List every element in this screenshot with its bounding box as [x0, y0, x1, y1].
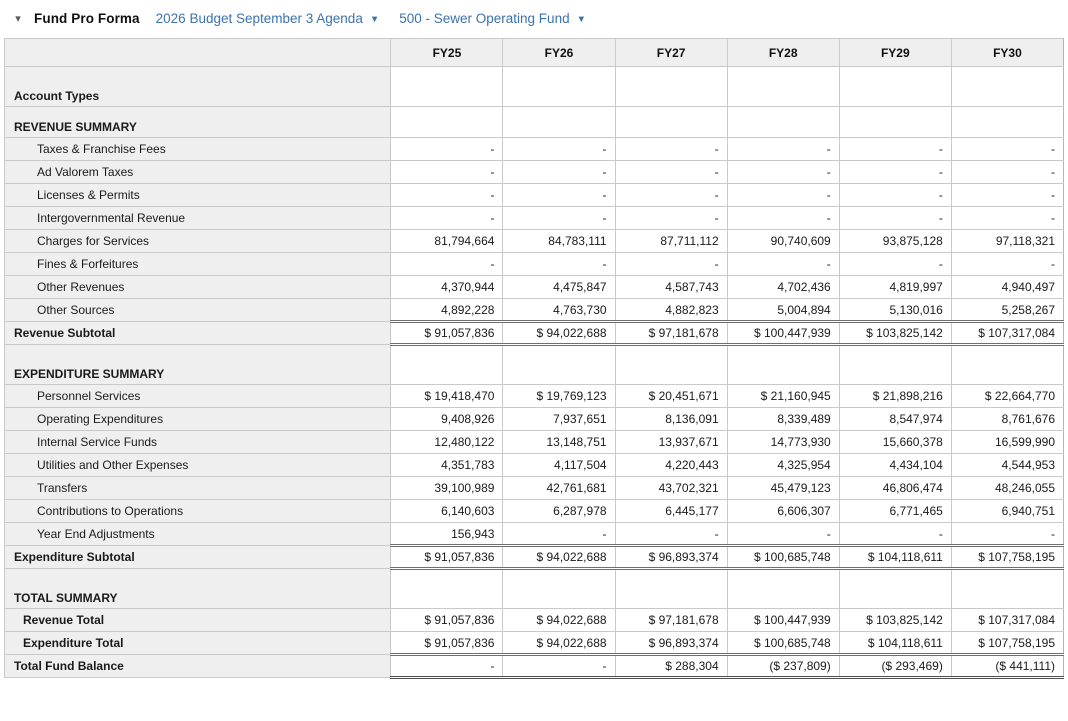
- cell-value: $ 21,898,216: [839, 385, 951, 408]
- cell-value: $ 94,022,688: [503, 609, 615, 632]
- table-row: [5, 477, 1064, 500]
- cell-value: -: [951, 207, 1063, 230]
- table-row: [5, 431, 1064, 454]
- budget-dropdown-label: 2026 Budget September 3 Agenda: [155, 11, 363, 26]
- cell-value: [391, 67, 503, 107]
- cell-value: 6,140,603: [391, 500, 503, 523]
- table-row: [5, 230, 1064, 253]
- cell-value: 4,325,954: [727, 454, 839, 477]
- row-label: Ad Valorem Taxes: [5, 161, 391, 184]
- cell-value: 16,599,990: [951, 431, 1063, 454]
- cell-value: -: [839, 184, 951, 207]
- cell-value: -: [727, 138, 839, 161]
- cell-value: 6,940,751: [951, 500, 1063, 523]
- cell-value: 43,702,321: [615, 477, 727, 500]
- cell-value: 4,434,104: [839, 454, 951, 477]
- cell-value: -: [503, 138, 615, 161]
- cell-value: $ 288,304: [615, 655, 727, 678]
- cell-value: $ 94,022,688: [503, 322, 615, 345]
- cell-value: $ 91,057,836: [391, 322, 503, 345]
- cell-value: [615, 345, 727, 385]
- cell-value: 4,892,228: [391, 299, 503, 322]
- cell-value: [503, 345, 615, 385]
- cell-value: $ 100,685,748: [727, 546, 839, 569]
- cell-value: -: [391, 253, 503, 276]
- budget-dropdown[interactable]: [156, 11, 380, 26]
- cell-value: -: [839, 523, 951, 546]
- cell-value: -: [391, 161, 503, 184]
- row-label: Intergovernmental Revenue: [5, 207, 391, 230]
- row-label: Expenditure Total: [5, 632, 391, 655]
- cell-value: -: [727, 207, 839, 230]
- row-label: Charges for Services: [5, 230, 391, 253]
- row-label: EXPENDITURE SUMMARY: [5, 345, 391, 385]
- row-label: Contributions to Operations: [5, 500, 391, 523]
- cell-value: 156,943: [391, 523, 503, 546]
- table-row: [5, 253, 1064, 276]
- cell-value: 9,408,926: [391, 408, 503, 431]
- cell-value: $ 107,758,195: [951, 546, 1063, 569]
- column-header: FY26: [503, 39, 615, 67]
- table-row: [5, 546, 1064, 569]
- cell-value: $ 107,317,084: [951, 609, 1063, 632]
- row-label: Year End Adjustments: [5, 523, 391, 546]
- cell-value: 4,220,443: [615, 454, 727, 477]
- cell-value: 4,882,823: [615, 299, 727, 322]
- caret-down-icon: ▼: [576, 14, 586, 25]
- cell-value: -: [391, 207, 503, 230]
- row-label: Operating Expenditures: [5, 408, 391, 431]
- row-label: Revenue Total: [5, 609, 391, 632]
- cell-value: -: [951, 138, 1063, 161]
- cell-value: 4,370,944: [391, 276, 503, 299]
- cell-value: 45,479,123: [727, 477, 839, 500]
- cell-value: 13,148,751: [503, 431, 615, 454]
- cell-value: 7,937,651: [503, 408, 615, 431]
- fund-pro-forma-toolbar: [0, 0, 1068, 35]
- cell-value: [951, 345, 1063, 385]
- cell-value: -: [951, 523, 1063, 546]
- cell-value: ($ 237,809): [727, 655, 839, 678]
- column-header: FY30: [951, 39, 1063, 67]
- cell-value: 4,544,953: [951, 454, 1063, 477]
- row-label: Revenue Subtotal: [5, 322, 391, 345]
- cell-value: -: [951, 184, 1063, 207]
- cell-value: -: [839, 207, 951, 230]
- cell-value: 8,136,091: [615, 408, 727, 431]
- cell-value: 6,445,177: [615, 500, 727, 523]
- row-label: TOTAL SUMMARY: [5, 569, 391, 609]
- cell-value: -: [391, 184, 503, 207]
- cell-value: ($ 293,469): [839, 655, 951, 678]
- cell-value: [727, 345, 839, 385]
- table-row: [5, 138, 1064, 161]
- cell-value: -: [951, 253, 1063, 276]
- cell-value: $ 22,664,770: [951, 385, 1063, 408]
- table-row: [5, 161, 1064, 184]
- cell-value: $ 19,418,470: [391, 385, 503, 408]
- cell-value: 4,351,783: [391, 454, 503, 477]
- cell-value: [727, 107, 839, 138]
- row-label: Fines & Forfeitures: [5, 253, 391, 276]
- cell-value: 4,940,497: [951, 276, 1063, 299]
- cell-value: $ 107,758,195: [951, 632, 1063, 655]
- row-label: Utilities and Other Expenses: [5, 454, 391, 477]
- cell-value: 5,258,267: [951, 299, 1063, 322]
- cell-value: $ 94,022,688: [503, 546, 615, 569]
- cell-value: [951, 67, 1063, 107]
- cell-value: -: [615, 138, 727, 161]
- cell-value: [503, 107, 615, 138]
- cell-value: [727, 67, 839, 107]
- cell-value: [951, 569, 1063, 609]
- cell-value: $ 91,057,836: [391, 609, 503, 632]
- cell-value: 4,117,504: [503, 454, 615, 477]
- cell-value: -: [503, 184, 615, 207]
- column-header: FY28: [727, 39, 839, 67]
- cell-value: $ 103,825,142: [839, 322, 951, 345]
- cell-value: -: [503, 161, 615, 184]
- cell-value: -: [839, 161, 951, 184]
- cell-value: 48,246,055: [951, 477, 1063, 500]
- cell-value: $ 94,022,688: [503, 632, 615, 655]
- fund-dropdown[interactable]: [399, 11, 586, 26]
- cell-value: 12,480,122: [391, 431, 503, 454]
- cell-value: -: [615, 523, 727, 546]
- row-label: Licenses & Permits: [5, 184, 391, 207]
- cell-value: [391, 107, 503, 138]
- table-row: [5, 454, 1064, 477]
- cell-value: [727, 569, 839, 609]
- cell-value: $ 96,893,374: [615, 546, 727, 569]
- cell-value: $ 100,447,939: [727, 609, 839, 632]
- cell-value: 5,004,894: [727, 299, 839, 322]
- cell-value: 4,819,997: [839, 276, 951, 299]
- table-row: [5, 67, 1064, 107]
- cell-value: 97,118,321: [951, 230, 1063, 253]
- table-row: [5, 655, 1064, 678]
- table-row: [5, 299, 1064, 322]
- pro-forma-table-body: [5, 67, 1064, 678]
- cell-value: -: [615, 184, 727, 207]
- table-row: [5, 385, 1064, 408]
- cell-value: [503, 569, 615, 609]
- page-title: Fund Pro Forma: [34, 11, 140, 26]
- cell-value: -: [727, 253, 839, 276]
- cell-value: [839, 569, 951, 609]
- cell-value: 87,711,112: [615, 230, 727, 253]
- cell-value: $ 107,317,084: [951, 322, 1063, 345]
- cell-value: -: [391, 138, 503, 161]
- cell-value: 6,606,307: [727, 500, 839, 523]
- cell-value: [615, 569, 727, 609]
- table-row: [5, 523, 1064, 546]
- row-label: Internal Service Funds: [5, 431, 391, 454]
- row-label: Taxes & Franchise Fees: [5, 138, 391, 161]
- cell-value: 4,763,730: [503, 299, 615, 322]
- cell-value: 42,761,681: [503, 477, 615, 500]
- table-row: [5, 107, 1064, 138]
- cell-value: -: [839, 253, 951, 276]
- cell-value: -: [615, 207, 727, 230]
- cell-value: 90,740,609: [727, 230, 839, 253]
- cell-value: 5,130,016: [839, 299, 951, 322]
- column-header: FY29: [839, 39, 951, 67]
- cell-value: 4,587,743: [615, 276, 727, 299]
- cell-value: -: [951, 161, 1063, 184]
- cell-value: 39,100,989: [391, 477, 503, 500]
- cell-value: -: [839, 138, 951, 161]
- column-header: FY27: [615, 39, 727, 67]
- cell-value: $ 97,181,678: [615, 609, 727, 632]
- cell-value: 84,783,111: [503, 230, 615, 253]
- cell-value: $ 104,118,611: [839, 632, 951, 655]
- cell-value: 4,475,847: [503, 276, 615, 299]
- cell-value: ($ 441,111): [951, 655, 1063, 678]
- cell-value: 6,771,465: [839, 500, 951, 523]
- cell-value: $ 100,685,748: [727, 632, 839, 655]
- column-header: FY25: [391, 39, 503, 67]
- cell-value: [839, 345, 951, 385]
- cell-value: -: [391, 655, 503, 678]
- cell-value: [391, 569, 503, 609]
- table-row: [5, 408, 1064, 431]
- cell-value: -: [727, 161, 839, 184]
- cell-value: [503, 67, 615, 107]
- cell-value: [839, 67, 951, 107]
- cell-value: -: [615, 253, 727, 276]
- table-row: [5, 207, 1064, 230]
- cell-value: [951, 107, 1063, 138]
- row-label: Total Fund Balance: [5, 655, 391, 678]
- cell-value: -: [503, 207, 615, 230]
- cell-value: 46,806,474: [839, 477, 951, 500]
- cell-value: 6,287,978: [503, 500, 615, 523]
- table-row: [5, 632, 1064, 655]
- cell-value: [839, 107, 951, 138]
- cell-value: $ 21,160,945: [727, 385, 839, 408]
- table-row: [5, 345, 1064, 385]
- column-header-row: [5, 39, 1064, 67]
- cell-value: [615, 67, 727, 107]
- cell-value: -: [503, 523, 615, 546]
- cell-value: 93,875,128: [839, 230, 951, 253]
- table-row: [5, 609, 1064, 632]
- table-row: [5, 276, 1064, 299]
- row-label: Transfers: [5, 477, 391, 500]
- table-row: [5, 569, 1064, 609]
- cell-value: 8,761,676: [951, 408, 1063, 431]
- row-label: Account Types: [5, 67, 391, 107]
- cell-value: 4,702,436: [727, 276, 839, 299]
- cell-value: 8,339,489: [727, 408, 839, 431]
- cell-value: -: [503, 655, 615, 678]
- row-label: Other Revenues: [5, 276, 391, 299]
- cell-value: $ 19,769,123: [503, 385, 615, 408]
- cell-value: $ 100,447,939: [727, 322, 839, 345]
- row-label: Expenditure Subtotal: [5, 546, 391, 569]
- row-label: REVENUE SUMMARY: [5, 107, 391, 138]
- row-label: Personnel Services: [5, 385, 391, 408]
- table-row: [5, 184, 1064, 207]
- table-row: [5, 500, 1064, 523]
- table-row: [5, 322, 1064, 345]
- collapse-section-icon[interactable]: ▾: [15, 13, 21, 25]
- cell-value: 15,660,378: [839, 431, 951, 454]
- cell-value: -: [503, 253, 615, 276]
- cell-value: -: [615, 161, 727, 184]
- cell-value: [615, 107, 727, 138]
- cell-value: $ 96,893,374: [615, 632, 727, 655]
- cell-value: $ 104,118,611: [839, 546, 951, 569]
- cell-value: $ 91,057,836: [391, 546, 503, 569]
- cell-value: -: [727, 184, 839, 207]
- cell-value: $ 91,057,836: [391, 632, 503, 655]
- cell-value: [391, 345, 503, 385]
- caret-down-icon: ▼: [369, 14, 380, 25]
- fund-dropdown-label: 500 - Sewer Operating Fund: [399, 11, 570, 26]
- account-types-header-cell: [5, 39, 391, 67]
- cell-value: 14,773,930: [727, 431, 839, 454]
- cell-value: 81,794,664: [391, 230, 503, 253]
- cell-value: -: [727, 523, 839, 546]
- cell-value: $ 20,451,671: [615, 385, 727, 408]
- pro-forma-table: [4, 38, 1064, 679]
- cell-value: 8,547,974: [839, 408, 951, 431]
- cell-value: $ 103,825,142: [839, 609, 951, 632]
- cell-value: $ 97,181,678: [615, 322, 727, 345]
- cell-value: 13,937,671: [615, 431, 727, 454]
- row-label: Other Sources: [5, 299, 391, 322]
